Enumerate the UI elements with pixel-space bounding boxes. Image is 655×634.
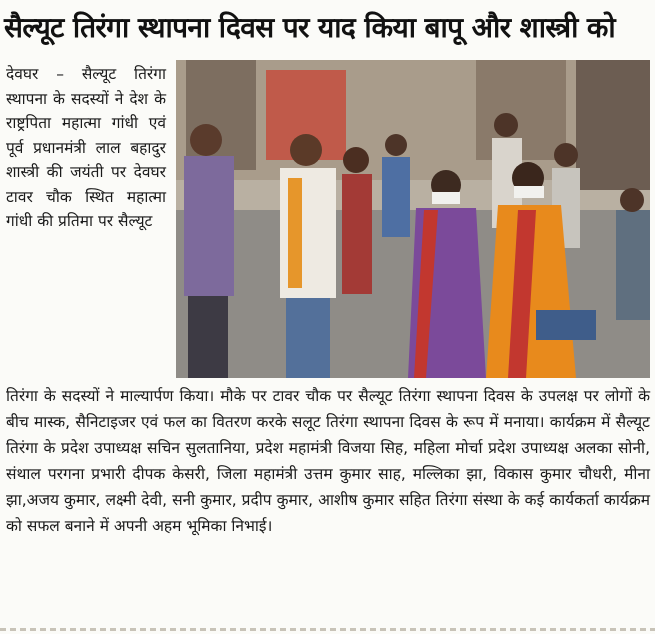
bottom-rule (0, 628, 655, 631)
headline: सैल्यूट तिरंगा स्थापना दिवस पर याद किया बापू और शास्त्री को (4, 11, 616, 44)
lead-column-text: देवघर – सैल्यूट तिरंगा स्थापना के सदस्यों ने देश के राष्ट्रपिता महात्मा गांधी एवं पूर्व प्रधानमंत्री लाल बहादुर शास्त्री की जयंती पर देवघर टावर चौक स्थित महात्मा गांधी की प्रतिमा पर सैल्यूट (6, 65, 166, 230)
crowd-photo-illustration (176, 60, 650, 378)
news-photo (176, 60, 650, 378)
article-body: तिरंगा के सदस्यों ने माल्यार्पण किया। मौके पर टावर चौक पर सैल्यूट तिरंगा स्थापना दिवस के उपलक्ष पर लोगों के बीच मास्क, सैनिटाइजर एवं फल का वितरण करके सलूट तिरंगा स्थापना दिवस के रूप में मनाया। कार्यक्रम में सैल्यूट तिरंगा के प्रदेश उपाध्यक्ष सचिन सुलतानिया, प्रदेश महामंत्री विजया सिह, महिला मोर्चा प्रदेश उपाध्यक्ष अलका सोनी, संथाल परगना प्रभारी दीपक केसरी, जिला महामंत्री उत्तम कुमार साह, मल्लिका झा, विकास कुमार चौधरी, मीना झा,अजय कुमार, लक्ष्मी देवी, सनी कुमार, प्रदीप कुमार, आशीष कुमार सहित तिरंगा संस्था के कई कार्यकर्ता कार्यक्रम को सफल बनाने में अपनी अहम भूमिका निभाई। (6, 387, 650, 535)
